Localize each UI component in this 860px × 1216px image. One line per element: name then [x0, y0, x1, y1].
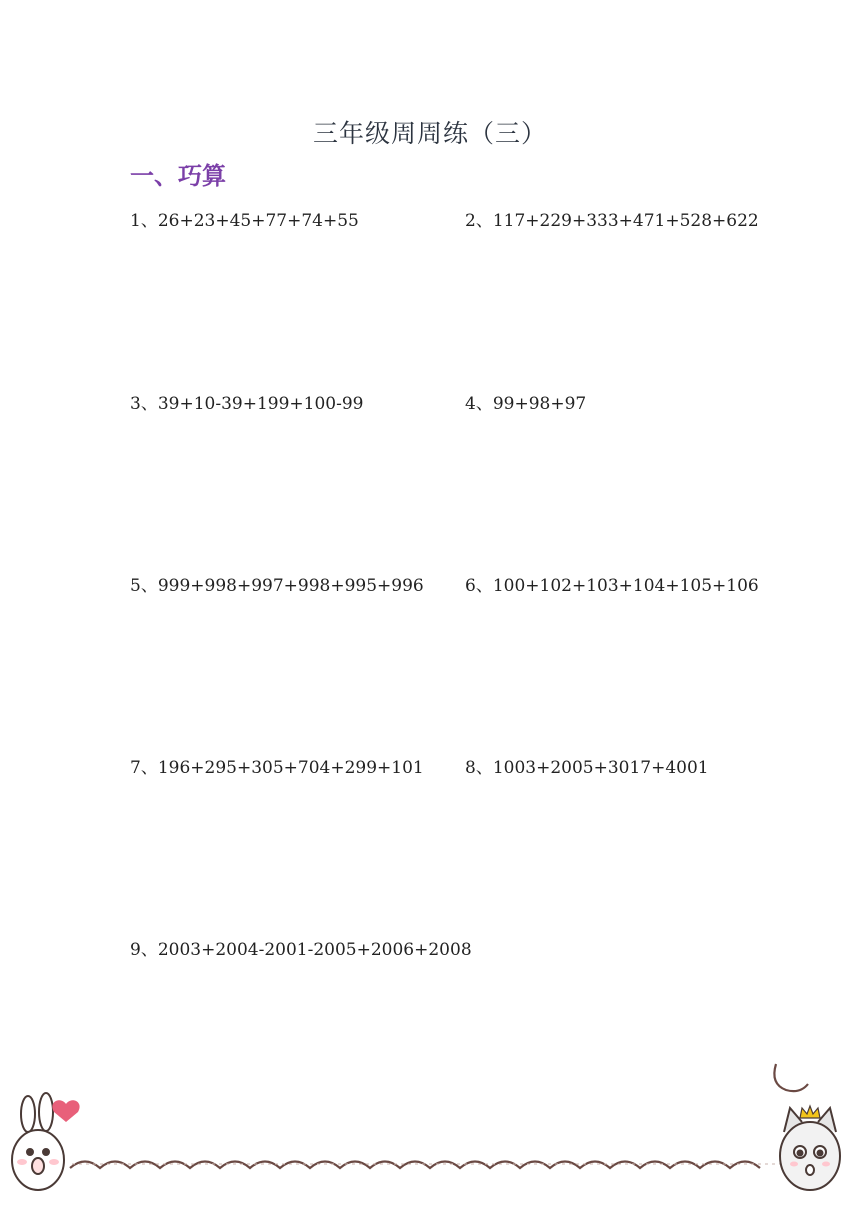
problem-6	[465, 571, 759, 596]
problem-expression: 999+998+997+998+995+996	[157, 576, 424, 596]
problem-number: 2、	[465, 211, 493, 231]
problem-number: 5、	[130, 576, 158, 596]
scalloped-border	[70, 1064, 808, 1168]
problem-expression: 2003+2004-2001-2005+2006+2008	[157, 940, 472, 960]
section-heading: 一、巧算	[130, 162, 226, 190]
problem-expression: 39+10-39+199+100-99	[157, 394, 364, 414]
problem-5	[130, 571, 424, 596]
problem-number: 8、	[465, 758, 493, 778]
problem-number: 9、	[130, 940, 158, 960]
problem-number: 6、	[465, 576, 493, 596]
problem-expression: 99+98+97	[492, 394, 587, 414]
problem-4	[465, 389, 586, 414]
problem-3	[130, 389, 363, 414]
crown-icon	[800, 1106, 820, 1118]
heart-icon	[52, 1100, 79, 1122]
problem-number: 7、	[130, 758, 158, 778]
problem-2	[465, 206, 759, 231]
problem-number: 3、	[130, 394, 158, 414]
problem-number: 4、	[465, 394, 493, 414]
page-title: 三年级周周练（三）	[312, 119, 547, 148]
problem-7	[130, 753, 424, 778]
problem-expression: 100+102+103+104+105+106	[492, 576, 759, 596]
problem-9	[130, 935, 472, 960]
cat-mascot-icon	[780, 1108, 840, 1190]
problem-8	[465, 753, 709, 778]
problem-expression: 117+229+333+471+528+622	[492, 211, 759, 231]
footer-decoration	[0, 1060, 860, 1216]
problem-expression: 196+295+305+704+299+101	[157, 758, 424, 778]
problem-expression: 26+23+45+77+74+55	[157, 211, 359, 231]
problem-1	[130, 206, 359, 231]
problem-expression: 1003+2005+3017+4001	[492, 758, 709, 778]
problem-number: 1、	[130, 211, 158, 231]
